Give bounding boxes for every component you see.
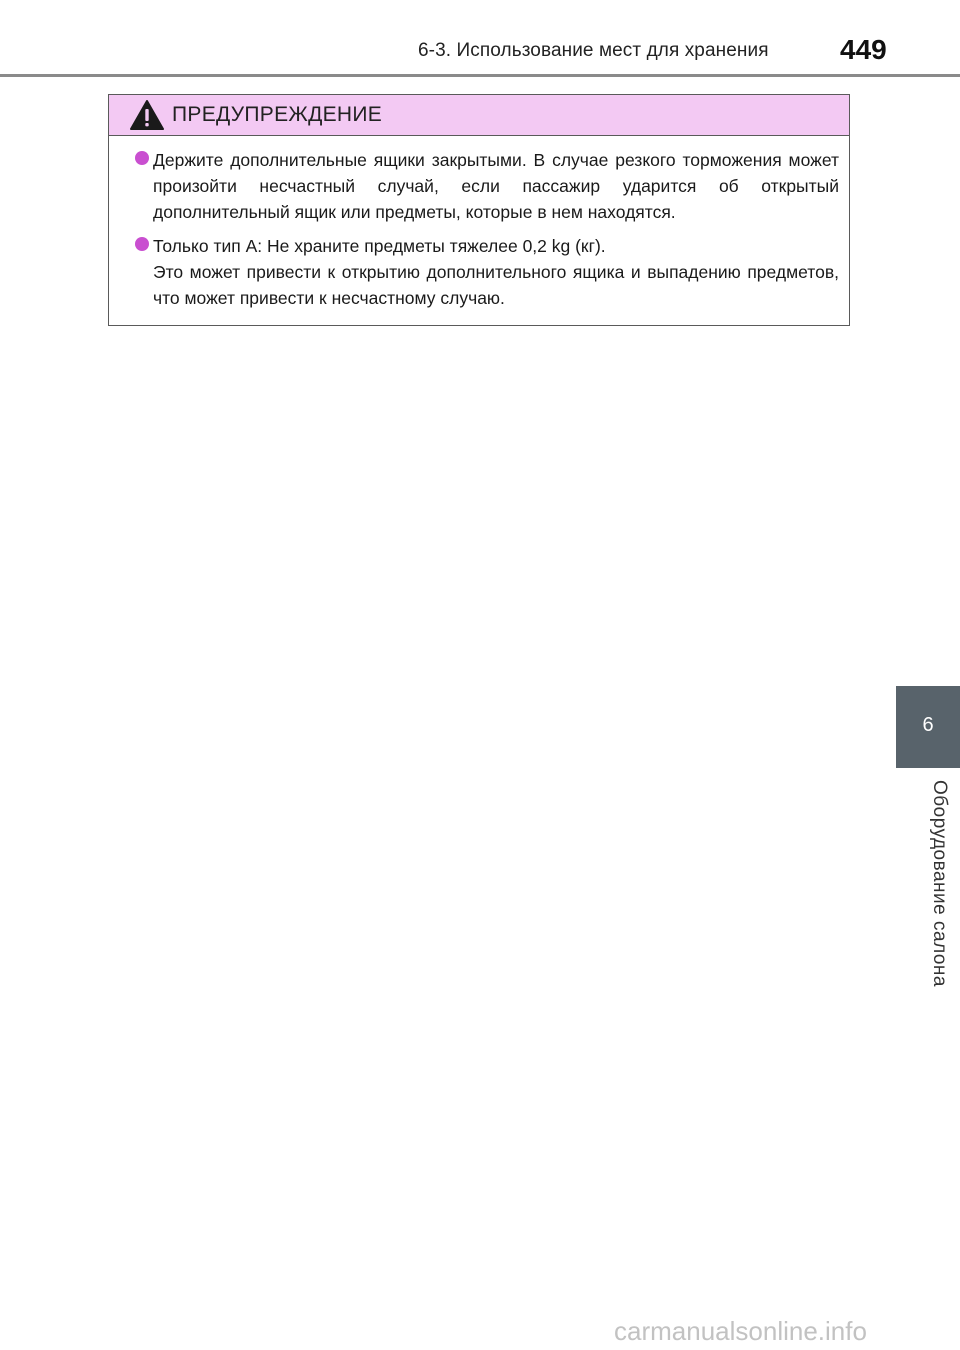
chapter-label: Оборудование салона	[929, 780, 950, 987]
warning-body	[109, 147, 849, 319]
warning-box	[108, 94, 850, 326]
bullet-text-continued: Это может привести к открытию дополнительного ящика и выпадению предметов, что может привести к несчастному случаю.	[153, 262, 839, 308]
bullet-icon	[135, 151, 149, 165]
bullet-text: Только тип A: Не храните предметы тяжелее 0,2 kg (кг).	[153, 236, 606, 256]
warning-header	[109, 95, 849, 136]
page-number: 449	[840, 34, 887, 65]
warning-triangle-icon	[129, 99, 165, 131]
chapter-tab	[896, 686, 960, 768]
bullet-icon	[135, 237, 149, 251]
warning-title: ПРЕДУПРЕЖДЕНИЕ	[172, 103, 383, 126]
bullet-text: Держите дополнительные ящики закрытыми. В случае резкого торможения может произойти несчастный случай, если пассажир ударится об открытый дополнительный ящик или предметы, которые в нем находятся.	[153, 150, 839, 222]
chapter-number: 6	[922, 714, 934, 736]
list-item	[109, 147, 849, 225]
section-title: 6-3. Использование мест для хранения	[418, 40, 769, 61]
watermark: carmanualsonline.info	[614, 1316, 867, 1346]
list-item	[109, 233, 849, 311]
header-divider	[0, 74, 960, 77]
